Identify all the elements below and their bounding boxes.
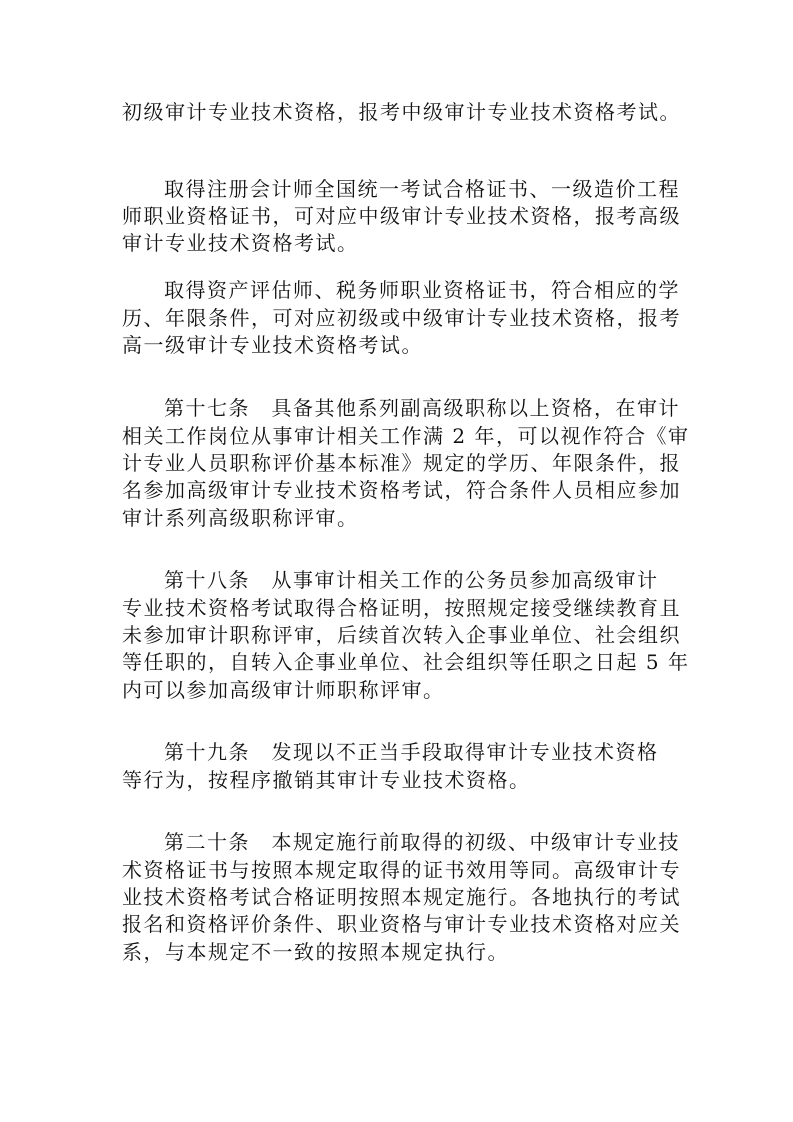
article-line: 内可以参加高级审计师职称评审。 (122, 678, 445, 702)
article-line: 第二十条 本规定施行前取得的初级、中级审计专业技 (164, 830, 680, 854)
paragraph-line: 取得注册会计师全国统一考试合格证书、一级造价工程 (164, 177, 680, 201)
article-line: 计专业人员职称评价基本标准》规定的学历、年限条件，报 (122, 451, 681, 475)
article-line: 未参加审计职称评审，后续首次转入企事业单位、社会组织 (122, 623, 681, 647)
article-line: 等任职的，自转入企事业单位、社会组织等任职之日起 5 年 (122, 650, 690, 674)
paragraph-line: 审计专业技术资格考试。 (122, 231, 359, 255)
article-line: 名参加高级审计专业技术资格考试，符合条件人员相应参加 (122, 478, 681, 502)
paragraph-line: 历、年限条件，可对应初级或中级审计专业技术资格，报考 (122, 306, 681, 330)
paragraph-line: 取得资产评估师、税务师职业资格证书，符合相应的学 (164, 278, 680, 302)
article-line: 报名和资格评价条件、职业资格与审计专业技术资格对应关 (122, 912, 681, 936)
article-line: 第十九条 发现以不正当手段取得审计专业技术资格 (164, 740, 659, 764)
paragraph-line: 师职业资格证书，可对应中级审计专业技术资格，报考高级 (122, 204, 681, 228)
article-line: 术资格证书与按照本规定取得的证书效用等同。高级审计专 (122, 858, 681, 882)
paragraph-line: 初级审计专业技术资格，报考中级审计专业技术资格考试。 (122, 100, 681, 124)
paragraph-line: 高一级审计专业技术资格考试。 (122, 333, 423, 357)
article-line: 相关工作岗位从事审计相关工作满 2 年，可以视作符合《审 (122, 424, 690, 448)
article-line: 等行为，按程序撤销其审计专业技术资格。 (122, 768, 531, 792)
article-line: 系，与本规定不一致的按照本规定执行。 (122, 940, 509, 964)
article-line: 专业技术资格考试取得合格证明，按照规定接受继续教育且 (122, 596, 681, 620)
article-line: 第十八条 从事审计相关工作的公务员参加高级审计 (164, 568, 659, 592)
article-line: 业技术资格考试合格证明按照本规定施行。各地执行的考试 (122, 885, 681, 909)
article-line: 第十七条 具备其他系列副高级职称以上资格，在审计 (164, 396, 680, 420)
article-line: 审计系列高级职称评审。 (122, 506, 359, 530)
